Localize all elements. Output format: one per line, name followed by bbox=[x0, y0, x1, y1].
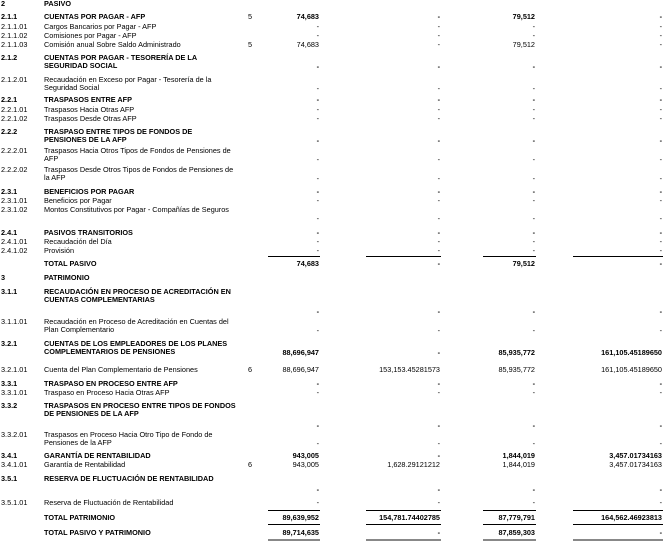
value-col-1: - bbox=[316, 421, 319, 430]
value-col-2: - bbox=[437, 237, 440, 246]
account-label: Cargos Bancarios por Pagar - AFP bbox=[44, 22, 157, 31]
account-label: Traspasos en Proceso Hacia Otro Tipo de Fondo de Pensiones de la AFP bbox=[44, 430, 213, 447]
account-code: 2.4.1 bbox=[1, 228, 18, 237]
account-code: 2.2.2.02 bbox=[1, 165, 28, 174]
value-col-1: - bbox=[316, 439, 319, 448]
value-col-3: - bbox=[532, 31, 535, 40]
value-col-1: 89,639,952 bbox=[282, 513, 319, 522]
value-col-3: - bbox=[532, 155, 535, 164]
value-col-1: - bbox=[316, 214, 319, 223]
value-col-2: - bbox=[437, 498, 440, 507]
value-col-4: - bbox=[659, 259, 662, 268]
account-label: TRASPASOS EN PROCESO ENTRE TIPOS DE FONDOS DE PENSIONES DE LA AFP bbox=[44, 401, 236, 418]
account-label: PATRIMONIO bbox=[44, 273, 90, 282]
account-label: TRASPASO ENTRE TIPOS DE FONDOS DE PENSIONES DE LA AFP bbox=[44, 127, 193, 144]
value-col-1: - bbox=[316, 155, 319, 164]
account-code: 2.2.1 bbox=[1, 95, 18, 104]
account-label: TOTAL PATRIMONIO bbox=[44, 513, 116, 522]
value-col-2: - bbox=[437, 326, 440, 335]
account-label: PASIVO bbox=[44, 0, 72, 8]
account-label: TOTAL PASIVO Y PATRIMONIO bbox=[44, 528, 151, 537]
value-col-3: - bbox=[532, 388, 535, 397]
value-col-3: - bbox=[532, 214, 535, 223]
account-label: Traspasos Hacia Otros Tipos de Fondos de Pensiones de AFP bbox=[44, 146, 231, 163]
account-code: 2.3.1.02 bbox=[1, 205, 28, 214]
value-col-2: - bbox=[437, 214, 440, 223]
value-col-3: 1,844,019 bbox=[502, 460, 535, 469]
account-code: 2.2.2 bbox=[1, 127, 18, 136]
value-col-2: - bbox=[437, 174, 440, 183]
value-col-4: - bbox=[659, 187, 662, 196]
value-col-3: 79,512 bbox=[512, 259, 535, 268]
value-col-4: - bbox=[659, 174, 662, 183]
value-col-1: - bbox=[316, 62, 319, 71]
account-label: CUENTAS POR PAGAR - TESORERÍA DE LA SEGURIDAD SOCIAL bbox=[44, 53, 197, 70]
value-col-4: - bbox=[659, 237, 662, 246]
account-label: CUENTAS DE LOS EMPLEADORES DE LOS PLANES COMPLEMENTARIOS DE PENSIONES bbox=[44, 339, 228, 356]
value-col-1: 74,683 bbox=[296, 40, 319, 49]
value-col-4: - bbox=[659, 155, 662, 164]
value-col-1: - bbox=[316, 307, 319, 316]
value-col-1: - bbox=[316, 498, 319, 507]
account-label: Garantía de Rentabilidad bbox=[44, 460, 126, 469]
value-col-1: - bbox=[316, 31, 319, 40]
value-col-3: - bbox=[532, 114, 535, 123]
account-code: 2.3.1.01 bbox=[1, 196, 28, 205]
value-col-4: - bbox=[659, 105, 662, 114]
value-col-4: - bbox=[659, 31, 662, 40]
value-col-2: - bbox=[437, 388, 440, 397]
note-ref: 5 bbox=[247, 40, 253, 49]
account-code: 3.3.2.01 bbox=[1, 430, 28, 439]
account-code: 2.2.2.01 bbox=[1, 146, 28, 155]
account-label: Provisión bbox=[44, 246, 75, 255]
value-col-3: - bbox=[532, 95, 535, 104]
value-col-3: - bbox=[532, 439, 535, 448]
value-col-4: 3,457.01734163 bbox=[609, 451, 662, 460]
value-col-1: - bbox=[316, 174, 319, 183]
value-col-4: - bbox=[659, 22, 662, 31]
value-col-2: - bbox=[437, 22, 440, 31]
account-label: Traspaso en Proceso Hacia Otras AFP bbox=[44, 388, 170, 397]
account-label: Reserva de Fluctuación de Rentabilidad bbox=[44, 498, 174, 507]
account-code: 2.1.2.01 bbox=[1, 75, 28, 84]
value-col-2: - bbox=[437, 348, 440, 357]
value-col-2: - bbox=[437, 379, 440, 388]
account-code: 2.3.1 bbox=[1, 187, 18, 196]
value-col-3: - bbox=[532, 105, 535, 114]
value-col-1: 943,005 bbox=[292, 451, 319, 460]
value-col-2: - bbox=[437, 451, 440, 460]
value-col-2: - bbox=[437, 40, 440, 49]
value-col-3: - bbox=[532, 136, 535, 145]
value-col-2: - bbox=[437, 246, 440, 255]
value-col-4: - bbox=[659, 196, 662, 205]
account-code: 3.3.1 bbox=[1, 379, 18, 388]
account-code: 3.2.1.01 bbox=[1, 365, 28, 374]
account-code: 2.1.1 bbox=[1, 12, 18, 21]
account-code: 3 bbox=[1, 273, 6, 282]
value-col-3: - bbox=[532, 307, 535, 316]
account-label: RECAUDACIÓN EN PROCESO DE ACREDITACIÓN EN CUENTAS COMPLEMENTARIAS bbox=[44, 287, 231, 304]
account-label: Traspasos Desde Otros Tipos de Fondos de Pensiones de la AFP bbox=[44, 165, 234, 182]
value-col-3: - bbox=[532, 196, 535, 205]
value-col-2: - bbox=[437, 155, 440, 164]
value-col-2: - bbox=[437, 31, 440, 40]
account-code: 3.2.1 bbox=[1, 339, 18, 348]
account-label: CUENTAS POR PAGAR - AFP bbox=[44, 12, 146, 21]
value-col-4: - bbox=[659, 214, 662, 223]
note-ref: 6 bbox=[247, 365, 253, 374]
value-col-2: - bbox=[437, 528, 440, 537]
value-col-4: - bbox=[659, 114, 662, 123]
value-col-3: - bbox=[532, 485, 535, 494]
value-col-1: - bbox=[316, 187, 319, 196]
value-col-4: - bbox=[659, 388, 662, 397]
value-col-2: - bbox=[437, 421, 440, 430]
value-col-1: 74,683 bbox=[296, 259, 319, 268]
account-label: TRASPASO EN PROCESO ENTRE AFP bbox=[44, 379, 178, 388]
account-code: 2.1.1.03 bbox=[1, 40, 28, 49]
account-label: TOTAL PASIVO bbox=[44, 259, 97, 268]
value-col-2: - bbox=[437, 187, 440, 196]
value-col-4: 161,105.45189650 bbox=[601, 365, 662, 374]
value-col-4: - bbox=[659, 439, 662, 448]
account-code: 2.1.1.01 bbox=[1, 22, 28, 31]
value-col-1: - bbox=[316, 105, 319, 114]
account-label: BENEFICIOS POR PAGAR bbox=[44, 187, 135, 196]
value-col-4: - bbox=[659, 136, 662, 145]
account-code: 2.4.1.01 bbox=[1, 237, 28, 246]
account-code: 3.1.1 bbox=[1, 287, 18, 296]
value-col-4: - bbox=[659, 40, 662, 49]
value-col-4: - bbox=[659, 379, 662, 388]
value-col-1: - bbox=[316, 84, 319, 93]
account-label: Recaudación en Exceso por Pagar - Tesorería de la Seguridad Social bbox=[44, 75, 212, 92]
account-code: 2.1.1.02 bbox=[1, 31, 28, 40]
value-col-3: 87,779,791 bbox=[498, 513, 535, 522]
account-label: Montos Constitutivos por Pagar - Compañías de Seguros bbox=[44, 205, 229, 214]
value-col-1: - bbox=[316, 246, 319, 255]
value-col-4: - bbox=[659, 84, 662, 93]
value-col-4: 161,105.45189650 bbox=[601, 348, 662, 357]
value-col-3: - bbox=[532, 62, 535, 71]
value-col-2: - bbox=[437, 114, 440, 123]
value-col-2: 153,153.45281573 bbox=[379, 365, 440, 374]
value-col-4: - bbox=[659, 62, 662, 71]
value-col-4: - bbox=[659, 12, 662, 21]
value-col-4: - bbox=[659, 307, 662, 316]
value-col-4: - bbox=[659, 246, 662, 255]
value-col-3: - bbox=[532, 421, 535, 430]
account-label: Recaudación del Día bbox=[44, 237, 112, 246]
value-col-2: - bbox=[437, 196, 440, 205]
value-col-1: 943,005 bbox=[292, 460, 319, 469]
value-col-2: - bbox=[437, 485, 440, 494]
value-col-2: 1,628.29121212 bbox=[387, 460, 440, 469]
account-code: 3.5.1 bbox=[1, 474, 18, 483]
value-col-2: - bbox=[437, 95, 440, 104]
value-col-3: - bbox=[532, 237, 535, 246]
value-col-2: - bbox=[437, 439, 440, 448]
value-col-1: - bbox=[316, 228, 319, 237]
value-col-1: 88,696,947 bbox=[282, 348, 319, 357]
value-col-1: - bbox=[316, 22, 319, 31]
account-label: GARANTÍA DE RENTABILIDAD bbox=[44, 451, 151, 460]
value-col-2: - bbox=[437, 84, 440, 93]
value-col-1: - bbox=[316, 196, 319, 205]
value-col-4: 164,562.46923813 bbox=[601, 513, 662, 522]
account-code: 2.4.1.02 bbox=[1, 246, 28, 255]
value-col-4: - bbox=[659, 228, 662, 237]
value-col-1: - bbox=[316, 485, 319, 494]
value-col-3: 85,935,772 bbox=[498, 348, 535, 357]
note-ref: 5 bbox=[247, 12, 253, 21]
account-code: 2.2.1.01 bbox=[1, 105, 28, 114]
value-col-2: - bbox=[437, 228, 440, 237]
account-label: Recaudación en Proceso de Acreditación en Cuentas del Plan Complementario bbox=[44, 317, 229, 334]
value-col-2: - bbox=[437, 105, 440, 114]
account-label: Traspasos Hacia Otras AFP bbox=[44, 105, 135, 114]
account-label: Comisiones por Pagar - AFP bbox=[44, 31, 137, 40]
account-label: Comisión anual Sobre Saldo Administrado bbox=[44, 40, 181, 49]
value-col-1: - bbox=[316, 136, 319, 145]
value-col-4: 3,457.01734163 bbox=[609, 460, 662, 469]
value-col-1: 88,696,947 bbox=[282, 365, 319, 374]
value-col-4: - bbox=[659, 421, 662, 430]
account-label: Traspasos Desde Otras AFP bbox=[44, 114, 137, 123]
value-col-3: - bbox=[532, 228, 535, 237]
value-col-4: - bbox=[659, 326, 662, 335]
value-col-1: - bbox=[316, 326, 319, 335]
account-code: 3.4.1.01 bbox=[1, 460, 28, 469]
account-code: 2.2.1.02 bbox=[1, 114, 28, 123]
value-col-3: - bbox=[532, 84, 535, 93]
value-col-2: - bbox=[437, 136, 440, 145]
value-col-2: 154,781.74402785 bbox=[379, 513, 440, 522]
account-code: 2 bbox=[1, 0, 6, 8]
value-col-3: - bbox=[532, 326, 535, 335]
value-col-2: - bbox=[437, 259, 440, 268]
account-label: Cuenta del Plan Complementario de Pensiones bbox=[44, 365, 198, 374]
value-col-3: 79,512 bbox=[512, 40, 535, 49]
value-col-3: - bbox=[532, 246, 535, 255]
value-col-2: - bbox=[437, 307, 440, 316]
value-col-2: - bbox=[437, 12, 440, 21]
account-code: 3.3.2 bbox=[1, 401, 18, 410]
account-code: 2.1.2 bbox=[1, 53, 18, 62]
value-col-3: - bbox=[532, 22, 535, 31]
account-label: RESERVA DE FLUCTUACIÓN DE RENTABILIDAD bbox=[44, 474, 214, 483]
value-col-3: - bbox=[532, 498, 535, 507]
value-col-1: 74,683 bbox=[296, 12, 319, 21]
value-col-4: - bbox=[659, 485, 662, 494]
value-col-4: - bbox=[659, 95, 662, 104]
value-col-3: - bbox=[532, 187, 535, 196]
value-col-3: 79,512 bbox=[512, 12, 535, 21]
account-code: 3.1.1.01 bbox=[1, 317, 28, 326]
account-label: PASIVOS TRANSITORIOS bbox=[44, 228, 133, 237]
value-col-1: 89,714,635 bbox=[282, 528, 319, 537]
note-ref: 6 bbox=[247, 460, 253, 469]
account-code: 3.4.1 bbox=[1, 451, 18, 460]
value-col-1: - bbox=[316, 388, 319, 397]
value-col-1: - bbox=[316, 379, 319, 388]
account-label: Beneficios por Pagar bbox=[44, 196, 112, 205]
value-col-1: - bbox=[316, 95, 319, 104]
value-col-2: - bbox=[437, 62, 440, 71]
value-col-3: - bbox=[532, 174, 535, 183]
account-code: 3.3.1.01 bbox=[1, 388, 28, 397]
account-code: 3.5.1.01 bbox=[1, 498, 28, 507]
value-col-3: 85,935,772 bbox=[498, 365, 535, 374]
value-col-1: - bbox=[316, 114, 319, 123]
account-label: TRASPASOS ENTRE AFP bbox=[44, 95, 132, 104]
value-col-4: - bbox=[659, 528, 662, 537]
value-col-3: 1,844,019 bbox=[502, 451, 535, 460]
value-col-4: - bbox=[659, 498, 662, 507]
value-col-1: - bbox=[316, 237, 319, 246]
value-col-3: - bbox=[532, 379, 535, 388]
value-col-3: 87,859,303 bbox=[498, 528, 535, 537]
